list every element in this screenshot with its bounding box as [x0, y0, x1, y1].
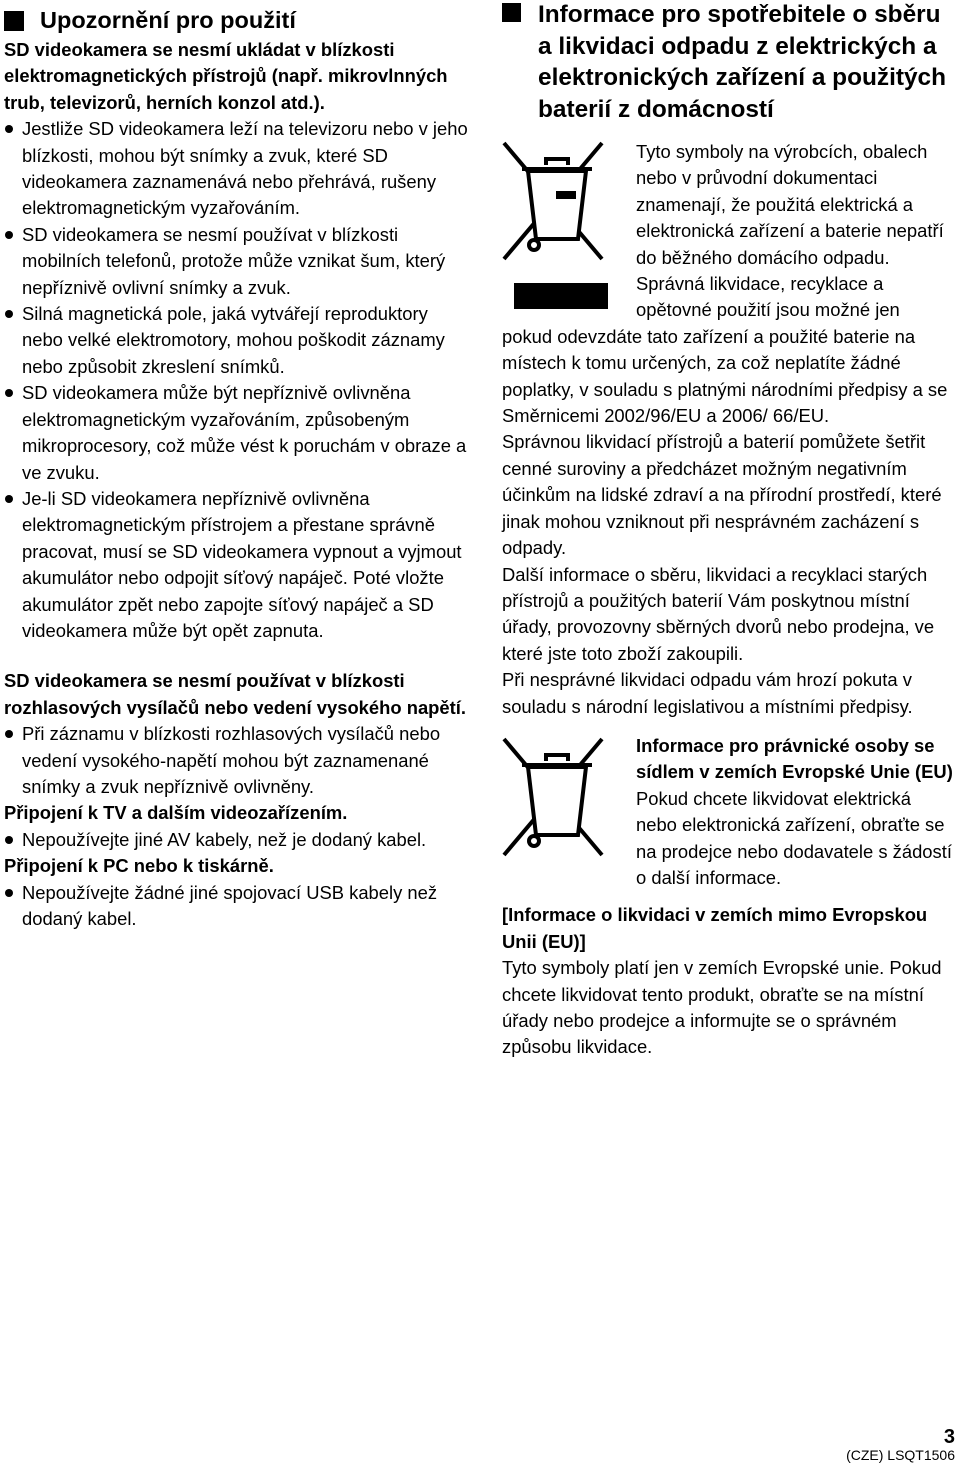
- bullet-item: SD videokamera může být nepříznivě ovlivněna elektromagnetickým vyzařováním, způsobeným mikroprocesory, což může vést k poruchám v obraze a ve zvuku.: [4, 380, 472, 486]
- section-heading-disposal: Informace pro spotřebitele o sběru a likvidaci odpadu z elektrických a elektronických zařízení a použitých baterií z domácností: [502, 0, 954, 125]
- non-eu-text: Tyto symboly platí jen v zemích Evropské unie. Pokud chcete likvidovat tento produkt, obraťte se na místní úřady nebo prodejce a informujte se o správném způsobu likvidace.: [502, 957, 942, 1058]
- symbol-explanation-text: Tyto symboly na výrobcích, obalech nebo v průvodní dokumentaci znamenají, že použitá elektrická a elektronická zařízení a baterie nepatří do běžného domácího odpadu. Správná likvidace, recyklace a opětovné použití jsou možné jen: [636, 141, 944, 321]
- page-number: 3: [943, 1426, 955, 1448]
- subheading-tv-connection: Připojení k TV a dalším videozařízením.: [4, 802, 348, 824]
- right-column: [502, 0, 954, 1061]
- eu-business-block: [502, 733, 954, 891]
- bullet-item: Při záznamu v blízkosti rozhlasových vysílačů nebo vedení vysokého-napětí mohou být zaznamenané snímky a zvuk nepříznivě ovlivněny.: [4, 721, 472, 800]
- square-bullet-icon: [502, 3, 521, 22]
- disposal-paragraph: Při nesprávné likvidaci odpadu vám hrozí pokuta v souladu s národní legislativou a místními předpisy.: [502, 669, 913, 717]
- disposal-paragraph: Správnou likvidací přístrojů a baterií pomůžete šetřit cenné suroviny a předcházet možným negativním účinkům na lidské zdraví a na přírodní prostředí, které jinak mohou vzniknout při nesprávném zacházení s odpady.: [502, 431, 942, 559]
- bullet-item: SD videokamera se nesmí používat v blízkosti mobilních telefonů, protože může vznikat šum, který nepříznivě ovlivní snímky a zvuk.: [4, 222, 472, 301]
- document-code: (CZE) LSQT1506: [846, 1447, 955, 1463]
- crossed-bin-icon: [502, 737, 612, 861]
- eu-business-heading: Informace pro právnické osoby se sídlem v zemích Evropské Unie (EU): [636, 734, 953, 783]
- subheading-high-voltage: SD videokamera se nesmí používat v blízkosti rozhlasových vysílačů nebo vedení vysokého napětí.: [4, 670, 466, 718]
- subheading-pc-connection: Připojení k PC nebo k tiskárně.: [4, 855, 274, 877]
- non-eu-heading: [Informace o likvidaci v zemích mimo Evropskou Unii (EU)]: [502, 904, 928, 952]
- square-bullet-icon: [4, 11, 24, 31]
- section-heading-usage-warning: Upozornění pro použití: [4, 6, 472, 34]
- usage-intro: SD videokamera se nesmí ukládat v blízkosti elektromagnetických přístrojů (např. mikrovlnných trub, televizorů, herních konzol atd.).: [4, 39, 448, 113]
- eu-business-text: Pokud chcete likvidovat elektrická nebo elektronická zařízení, obraťte se na prodejce nebo dodavatele s žádostí o další informace.: [636, 787, 952, 888]
- bullet-item: Je-li SD videokamera nepříznivě ovlivněna elektromagnetickým přístrojem a přestane správně pracovat, musí se SD videokamera vypnout a vyjmout akumulátor nebo odpojit síťový napáječ. Poté vložte akumulátor zpět nebo zapojte síťový napáječ a SD videokamera může být opět zapnuta.: [4, 486, 472, 644]
- bullet-item: Nepoužívejte žádné jiné spojovací USB kabely než dodaný kabel.: [4, 880, 472, 933]
- disposal-paragraph: Další informace o sběru, likvidaci a recyklaci starých přístrojů a použitých baterií Vám poskytnou místní úřady, provozovny sběrných dvorů nebo prodejna, ve které jste toto zboží zakoupili.: [502, 563, 935, 664]
- disposal-paragraph: pokud odevzdáte tato zařízení a použité baterie na místech k tomu určených, za což neplatíte žádné poplatky, v souladu s platnými národními předpisy a se Směrnicemi 2002/96/EU a 2006/ 66/EU.: [502, 325, 948, 427]
- bullet-item: Jestliže SD videokamera leží na televizoru nebo v jeho blízkosti, mohou být snímky a zvuk, které SD videokamera zaznamenává nebo přehrává, rušeny elektromagnetickým vyzařováním.: [4, 116, 472, 222]
- bullet-item: Nepoužívejte jiné AV kabely, než je dodaný kabel.: [4, 827, 472, 853]
- left-column: [4, 0, 472, 932]
- weee-symbol-block: [502, 139, 954, 324]
- bullet-item: Silná magnetická pole, jaká vytvářejí reproduktory nebo velké elektromotory, mohou poškodit záznamy nebo způsobit zkreslení snímků.: [4, 301, 472, 380]
- crossed-bin-with-bar-icon: [502, 141, 612, 317]
